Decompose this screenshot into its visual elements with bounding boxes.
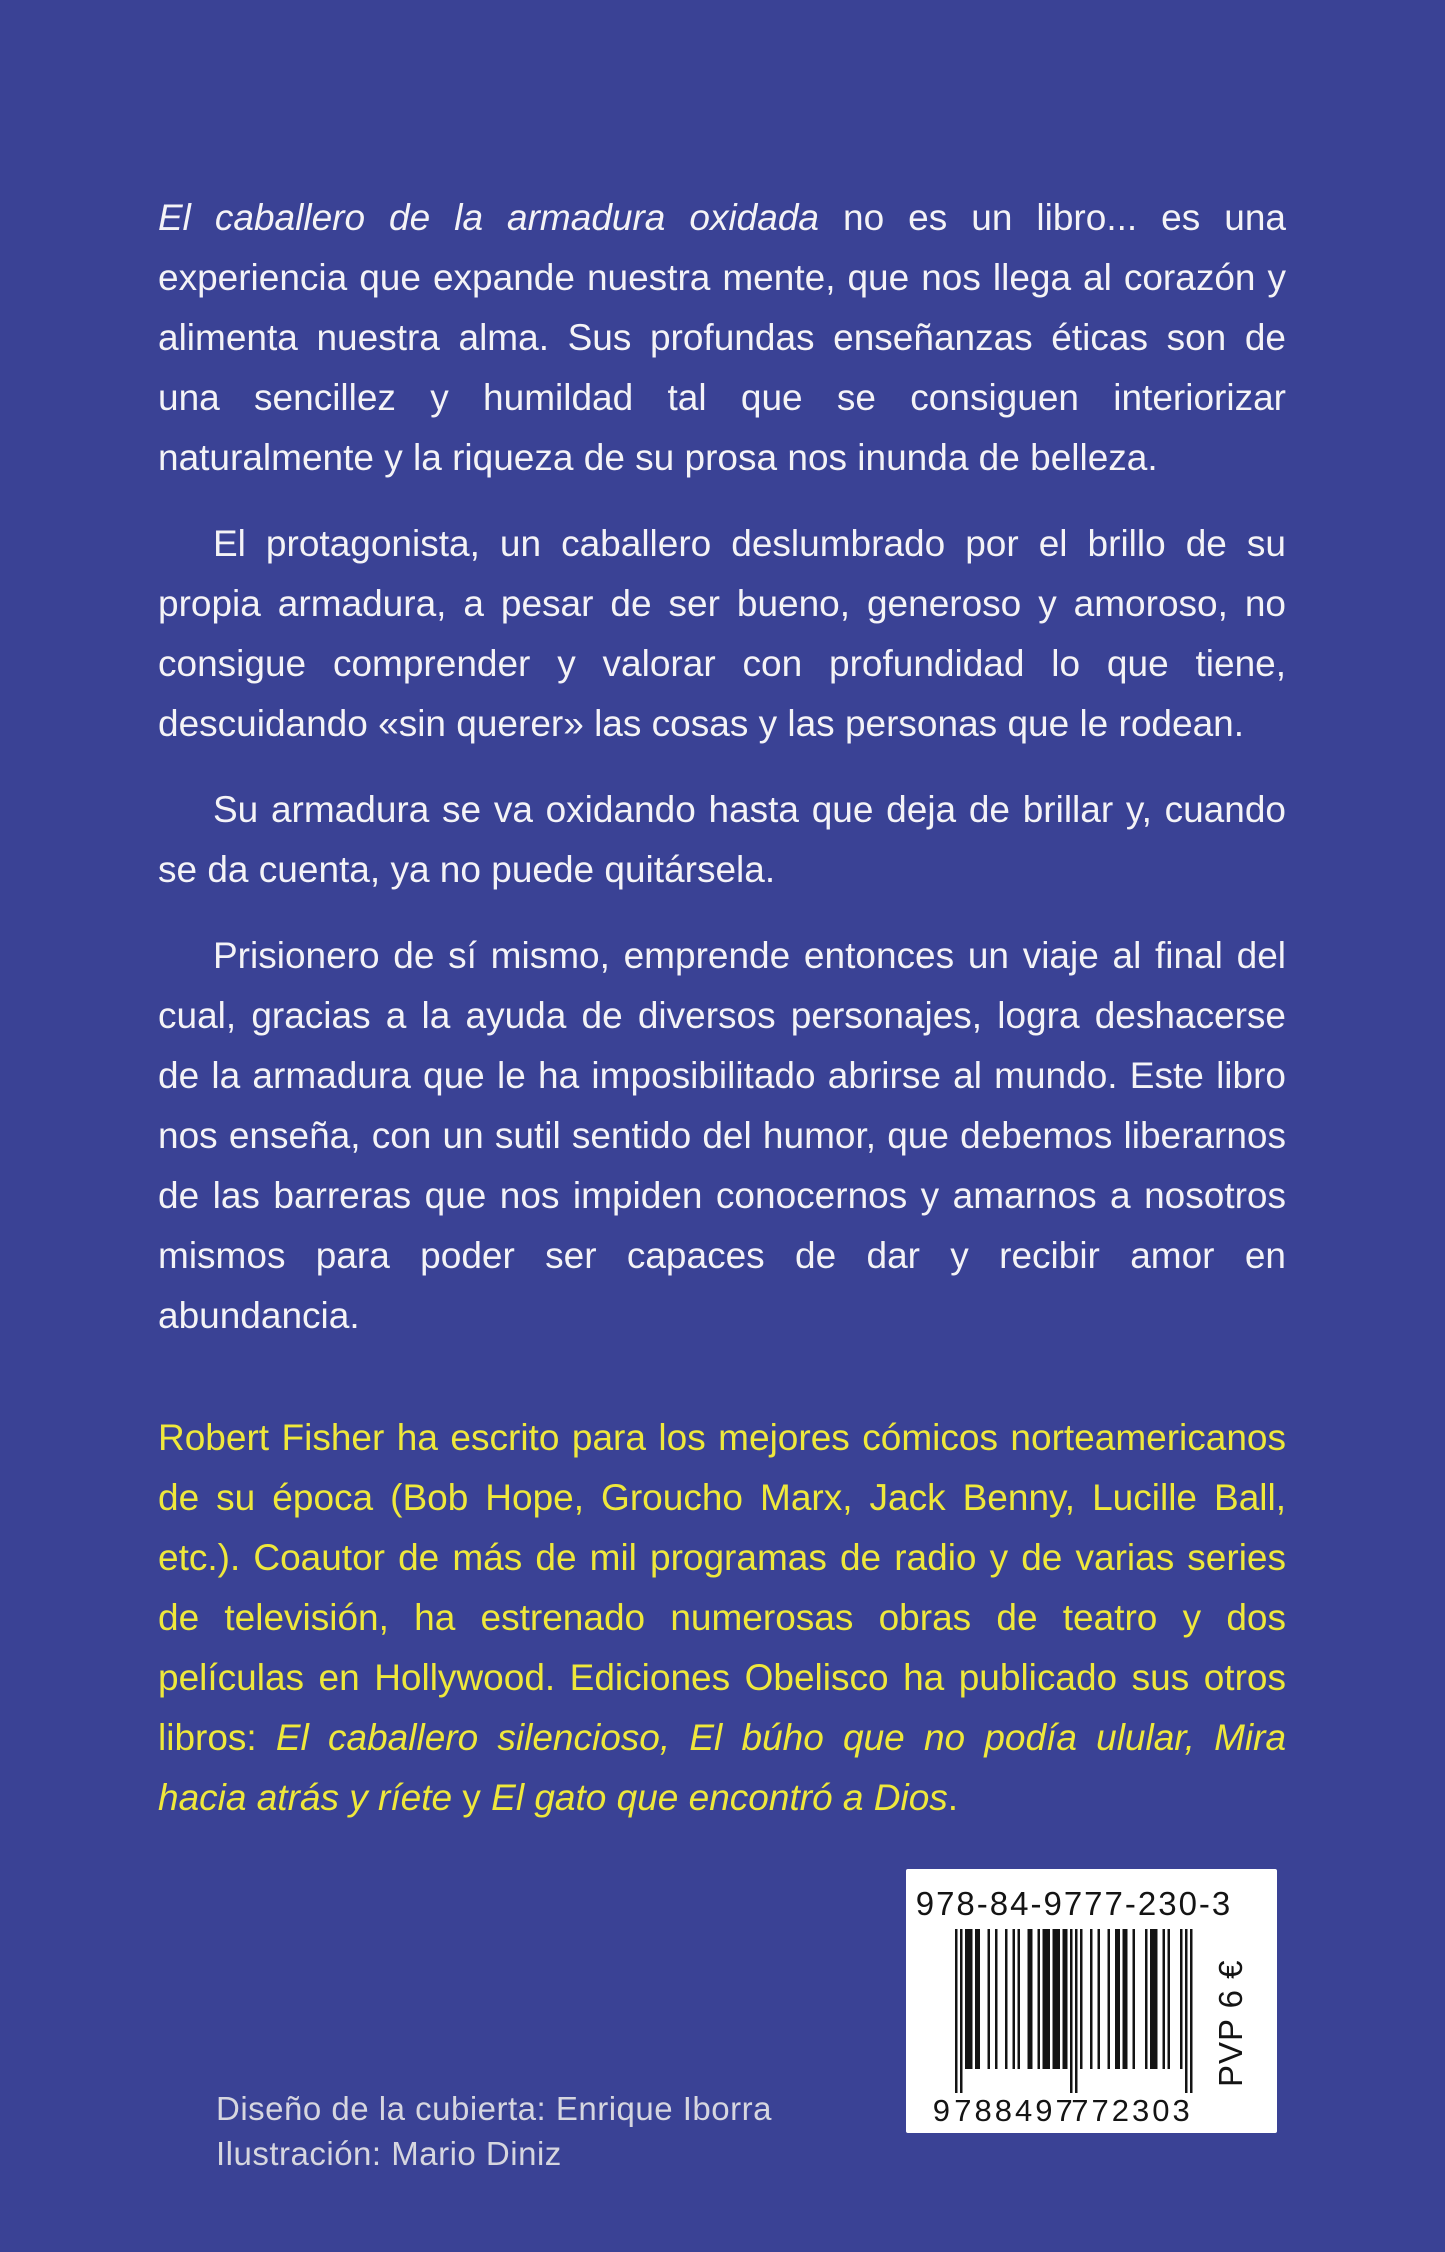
text-run: Su armadura se va oxidando hasta que deja de brillar y, cuando se da cuenta, ya no puede quitársela. xyxy=(158,789,1286,890)
ean-barcode xyxy=(906,1869,1277,2133)
barcode-bar xyxy=(1013,1929,1016,2069)
barcode-bar xyxy=(1190,1929,1193,2093)
barcode-bar xyxy=(1065,1929,1068,2069)
synopsis-paragraph xyxy=(158,188,1286,488)
barcode-bar xyxy=(1048,1929,1051,2069)
barcode-bar xyxy=(1058,1929,1061,2069)
text-run xyxy=(670,1717,689,1758)
barcode-bar xyxy=(1145,1929,1148,2069)
barcode-panel xyxy=(906,1869,1277,2133)
barcode-bar xyxy=(1133,1929,1136,2069)
barcode-bar xyxy=(960,1929,963,2093)
barcode-bar xyxy=(1090,1929,1093,2069)
barcode-bar xyxy=(1080,1929,1083,2069)
barcode-bar xyxy=(1108,1929,1111,2069)
barcode-digit-first: 9 xyxy=(932,2093,950,2128)
text-run: Prisionero de sí mismo, emprende entonces un viaje al final del cual, gracias a la ayuda de diversos personajes, logra deshacerse de la armadura que le ha imposibilitado abrirse al mundo. Este libro nos enseña, con un sutil sentido del humor, que debemos liberarnos de las barreras que nos impiden conocernos y amarnos a nosotros mismos para poder ser capaces de dar y recibir amor en abundancia. xyxy=(158,935,1286,1336)
barcode-bar xyxy=(978,1929,981,2069)
synopsis-paragraph xyxy=(158,780,1286,900)
barcode-bar xyxy=(1030,1929,1033,2069)
barcode-bar xyxy=(1018,1929,1021,2069)
barcode-bar xyxy=(1150,1929,1153,2069)
text-run: El protagonista, un caballero deslumbrado por el brillo de su propia armadura, a pesar de ser bueno, generoso y amoroso, no consigue comprender y valorar con profundidad lo que tiene, descuidando «sin querer» las cosas y las personas que le rodean. xyxy=(158,523,1286,744)
italic-text-run: El gato que encontró a Dios xyxy=(491,1777,948,1818)
barcode-bar xyxy=(1163,1929,1166,2069)
synopsis xyxy=(158,188,1286,1346)
barcode-bar xyxy=(988,1929,991,2069)
barcode-bar xyxy=(1028,1929,1031,2069)
barcode-bar xyxy=(1153,1929,1156,2069)
barcode-bar xyxy=(965,1929,968,2069)
barcode-bar xyxy=(1070,1929,1073,2093)
barcode-bar xyxy=(1053,1929,1056,2069)
text-run: Robert Fisher ha escrito para los mejores cómicos norteamericanos de su época (Bob Hope, Groucho Marx, Jack Benny, Lucille Ball, etc.). Coautor de más de mil programas de radio y de varias series de televisión, ha estrenado numerosas obras de teatro y dos películas en Hollywood. Ediciones Obelisco ha publicado sus otros libros: xyxy=(158,1417,1286,1758)
synopsis-paragraph xyxy=(158,514,1286,754)
barcode-bar xyxy=(1118,1929,1121,2069)
barcode-bar xyxy=(955,1929,958,2093)
barcode-bar xyxy=(1155,1929,1158,2069)
barcode-bar xyxy=(1168,1929,1171,2069)
ean-bars-group xyxy=(955,1929,1193,2093)
text-run: . xyxy=(947,1777,959,1818)
barcode-bar xyxy=(1098,1929,1101,2069)
price-label: PVP 6 € xyxy=(1212,1959,1249,2087)
synopsis-paragraph xyxy=(158,926,1286,1346)
barcode-bar xyxy=(1185,1929,1188,2093)
barcode-bar xyxy=(1045,1929,1048,2069)
barcode-bar xyxy=(1038,1929,1041,2069)
italic-text-run: El búho que no podía ulular, xyxy=(689,1717,1195,1758)
barcode-bar xyxy=(1075,1929,1078,2093)
barcode-bar xyxy=(1125,1929,1128,2069)
barcode-bar xyxy=(970,1929,973,2069)
credits xyxy=(216,2086,772,2176)
barcode-digit-group1: 788497 xyxy=(954,2093,1076,2128)
italic-text-run: Mira hacia atrás y ríete xyxy=(158,1717,1287,1818)
barcode-bar xyxy=(995,1929,998,2069)
isbn-number: 978-84-9777-230-3 xyxy=(915,1885,1233,1922)
italic-text-run: El caballero de la armadura oxidada xyxy=(158,197,819,238)
barcode-bar xyxy=(968,1929,971,2069)
barcode-bar xyxy=(1043,1929,1046,2069)
credit-illustration-line: Ilustración: Mario Diniz xyxy=(216,2135,562,2172)
barcode-bar xyxy=(1180,1929,1183,2069)
credit-design-line: Diseño de la cubierta: Enrique Iborra xyxy=(216,2090,772,2127)
barcode-bar xyxy=(975,1929,978,2069)
barcode-digit-group2: 772303 xyxy=(1071,2093,1193,2128)
barcode-bar xyxy=(1115,1929,1118,2069)
barcode-bar xyxy=(1055,1929,1058,2069)
author-note xyxy=(158,1408,1286,1828)
barcode-bar xyxy=(1123,1929,1126,2069)
italic-text-run: El caballero silencioso, xyxy=(275,1717,671,1758)
barcode-bar xyxy=(1063,1929,1066,2069)
barcode-bar xyxy=(1005,1929,1008,2069)
text-run xyxy=(1195,1717,1214,1758)
text-run: y xyxy=(452,1777,492,1818)
text-run: no es un libro... es una experiencia que expande nuestra mente, que nos llega al corazón y alimenta nuestra alma. Sus profundas enseñanzas éticas son de una sencillez y humildad tal que se consiguen interiorizar naturalmente y la riqueza de su prosa nos inunda de belleza. xyxy=(158,197,1286,478)
